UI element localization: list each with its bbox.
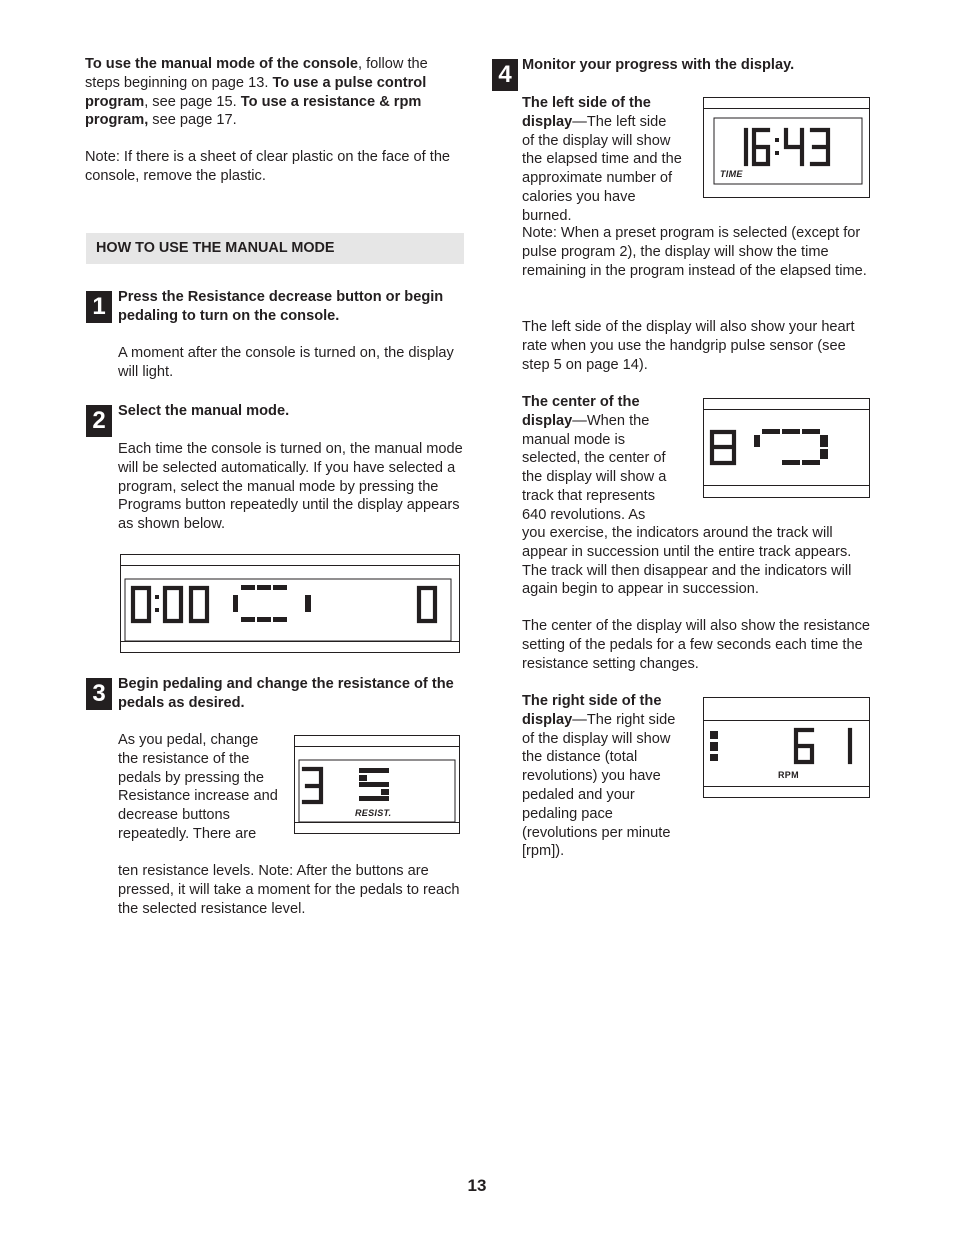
right-side-body: —The right side of the display will show the distance (total revolutions) you have pedaled and your pedaling pace (revolutions per minute [rpm]). xyxy=(522,711,676,860)
step-1-body: A moment after the console is turned on, the display will light. xyxy=(118,345,454,380)
step-3-body-narrow: As you pedal, change the resistance of the pedals by pressing the Resistance increase and decrease buttons repeatedly. There are xyxy=(118,732,278,842)
plastic-note: Note: If there is a sheet of clear plastic on the face of the console, remove the plastic. xyxy=(85,149,451,184)
center-display-graphic xyxy=(704,399,869,497)
section-heading-text: HOW TO USE THE MANUAL MODE xyxy=(96,240,335,256)
step-2-title: Select the manual mode. xyxy=(118,403,290,419)
resist-label: RESIST. xyxy=(355,808,392,818)
rpm-display-graphic xyxy=(704,698,869,797)
left-side-title: The left side of the display xyxy=(522,95,651,130)
center-continued: you exercise, the indicators around the track will appear in succession until the entire track appears. The track will then disappear and the indicators will again begin to appear in succession. xyxy=(522,525,852,598)
intro-text-3: see page 17. xyxy=(148,112,237,129)
time-label: TIME xyxy=(720,169,743,179)
intro-bold-1: To use the manual mode of the console xyxy=(85,56,358,72)
center-text xyxy=(522,393,682,525)
step-1-title: Press the Resistance decrease button or begin pedaling to turn on the console. xyxy=(118,289,444,324)
section-heading xyxy=(86,233,464,264)
intro-text-1: , follow the steps beginning on page 13. xyxy=(85,56,428,91)
resistance-display xyxy=(294,735,460,834)
left-side-note: Note: When a preset program is selected (except for pulse program 2), the display will show the time remaining in the program instead of the elapsed time. xyxy=(522,225,867,279)
left-side-body: —The left side of the display will show the elapsed time and the approximate number of calories you have burned. xyxy=(522,113,682,224)
step-3-number: 3 xyxy=(86,678,112,710)
page-number: 13 xyxy=(467,1176,487,1195)
center-display xyxy=(703,398,870,498)
time-display xyxy=(703,97,870,198)
left-side-text xyxy=(522,94,682,226)
step-4-number: 4 xyxy=(492,59,518,91)
step-2-number: 2 xyxy=(86,405,112,437)
left-side-extra: The left side of the display will also show your heart rate when you use the handgrip pulse sensor (see step 5 on page 14). xyxy=(522,319,855,373)
right-side-title: The right side of the display xyxy=(522,693,662,728)
intro-bold-3: To use a resistance & rpm program, xyxy=(85,93,422,129)
time-display-graphic xyxy=(704,98,869,197)
center-body: —When the manual mode is selected, the center of the display will show a track that represents 640 revolutions. As xyxy=(522,412,667,523)
step-3-body-wide: ten resistance levels. Note: After the buttons are pressed, it will take a moment for the pedals to reach the selected resistance level. xyxy=(118,863,460,917)
manual-mode-display-graphic xyxy=(121,555,459,652)
intro-bold-2: To use a pulse control program xyxy=(85,74,427,110)
center-title: The center of the display xyxy=(522,394,640,429)
step-1-number: 1 xyxy=(86,291,112,323)
center-extra: The center of the display will also show the resistance setting of the pedals for a few seconds each time the resistance setting changes. xyxy=(522,618,870,672)
intro-text-2: , see page 15. xyxy=(144,93,241,110)
intro-paragraph xyxy=(85,55,465,130)
step-3-title: Begin pedaling and change the resistance of the pedals as desired. xyxy=(118,676,454,711)
rpm-label: RPM xyxy=(778,770,799,780)
resistance-display-graphic xyxy=(295,736,459,833)
manual-mode-display xyxy=(120,554,460,653)
right-side-text xyxy=(522,692,682,861)
step-2-body: Each time the console is turned on, the manual mode will be selected automatically. If you have selected a program, select the manual mode by pressing the Programs button repeatedly until the display appears as shown below. xyxy=(118,441,463,533)
step-4-title: Monitor your progress with the display. xyxy=(522,57,795,73)
rpm-display xyxy=(703,697,870,798)
